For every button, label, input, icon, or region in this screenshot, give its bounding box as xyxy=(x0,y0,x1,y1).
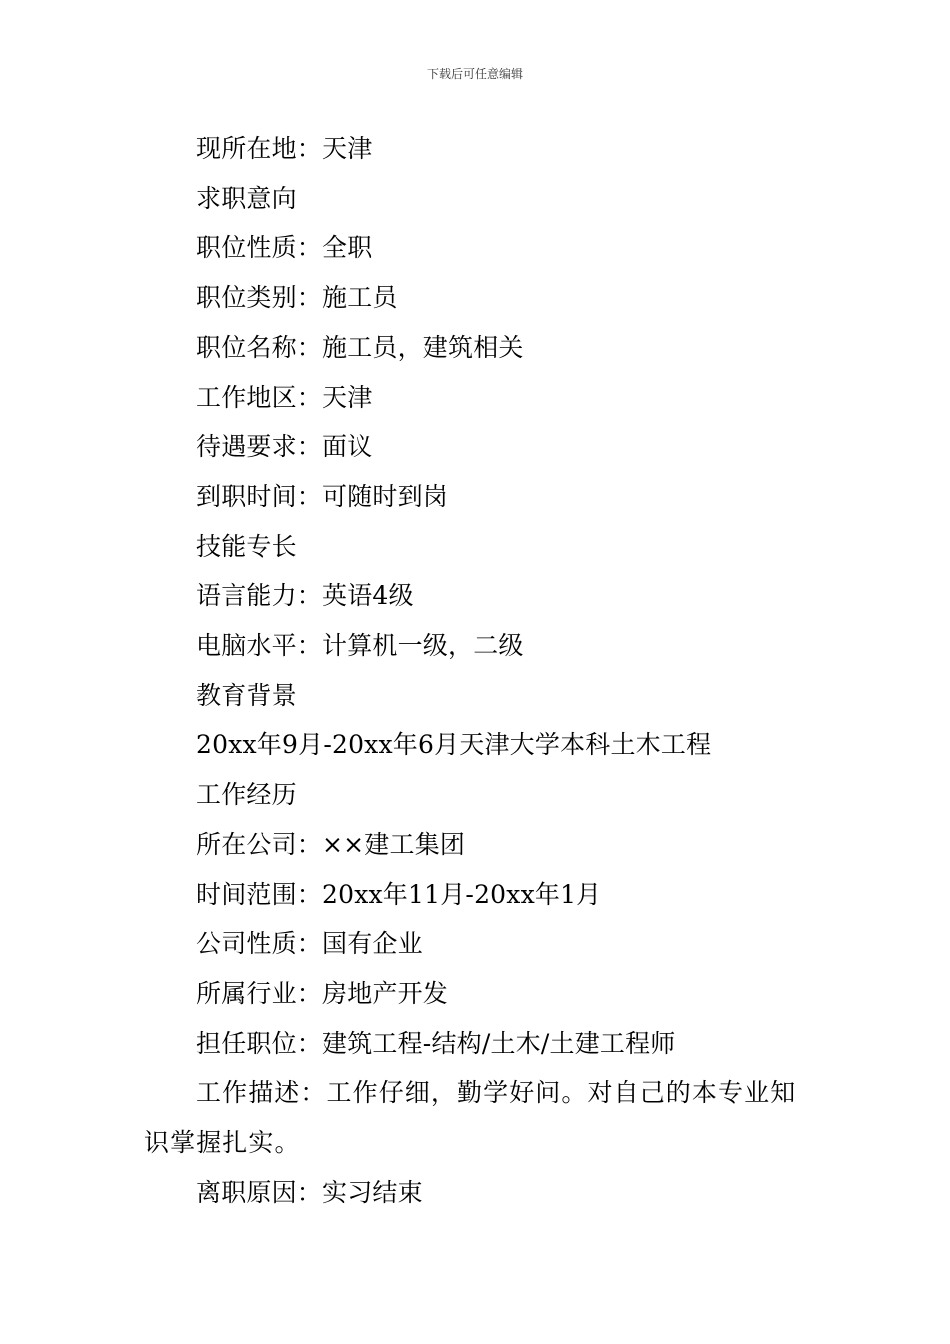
paragraph-job-description: 工作描述：工作仔细，勤学好问。对自己的本专业知识掌握扎实。 xyxy=(144,1078,797,1158)
section-heading-work-experience: 工作经历 xyxy=(196,780,297,810)
line-education-entry: 20xx年9月-20xx年6月天津大学本科土木工程 xyxy=(196,730,712,760)
line-start-time: 到职时间：可随时到岗 xyxy=(196,481,449,511)
line-computer-level: 电脑水平：计算机一级，二级 xyxy=(196,631,524,661)
line-time-range: 时间范围：20xx年11月-20xx年1月 xyxy=(196,879,602,909)
line-job-title: 职位名称：施工员，建筑相关 xyxy=(196,332,524,362)
line-job-nature: 职位性质：全职 xyxy=(196,233,373,263)
section-heading-skills: 技能专长 xyxy=(196,531,297,561)
line-salary-requirement: 待遇要求：面议 xyxy=(196,432,373,462)
line-company-nature: 公司性质：国有企业 xyxy=(196,929,423,959)
line-job-category: 职位类别：施工员 xyxy=(196,283,398,313)
line-industry: 所属行业：房地产开发 xyxy=(196,978,449,1008)
line-leaving-reason: 离职原因：实习结束 xyxy=(196,1177,423,1207)
line-language-ability: 语言能力：英语4级 xyxy=(196,581,414,611)
section-heading-education: 教育背景 xyxy=(196,680,297,710)
line-current-location: 现所在地：天津 xyxy=(196,134,373,163)
document-body xyxy=(144,124,808,1217)
section-heading-job-intention: 求职意向 xyxy=(196,183,297,213)
line-position-held: 担任职位：建筑工程-结构/土木/土建工程师 xyxy=(196,1028,676,1058)
line-work-region: 工作地区：天津 xyxy=(196,382,373,412)
page-header-note: 下载后可任意编辑 xyxy=(426,67,523,81)
line-company: 所在公司：××建工集团 xyxy=(196,829,466,859)
